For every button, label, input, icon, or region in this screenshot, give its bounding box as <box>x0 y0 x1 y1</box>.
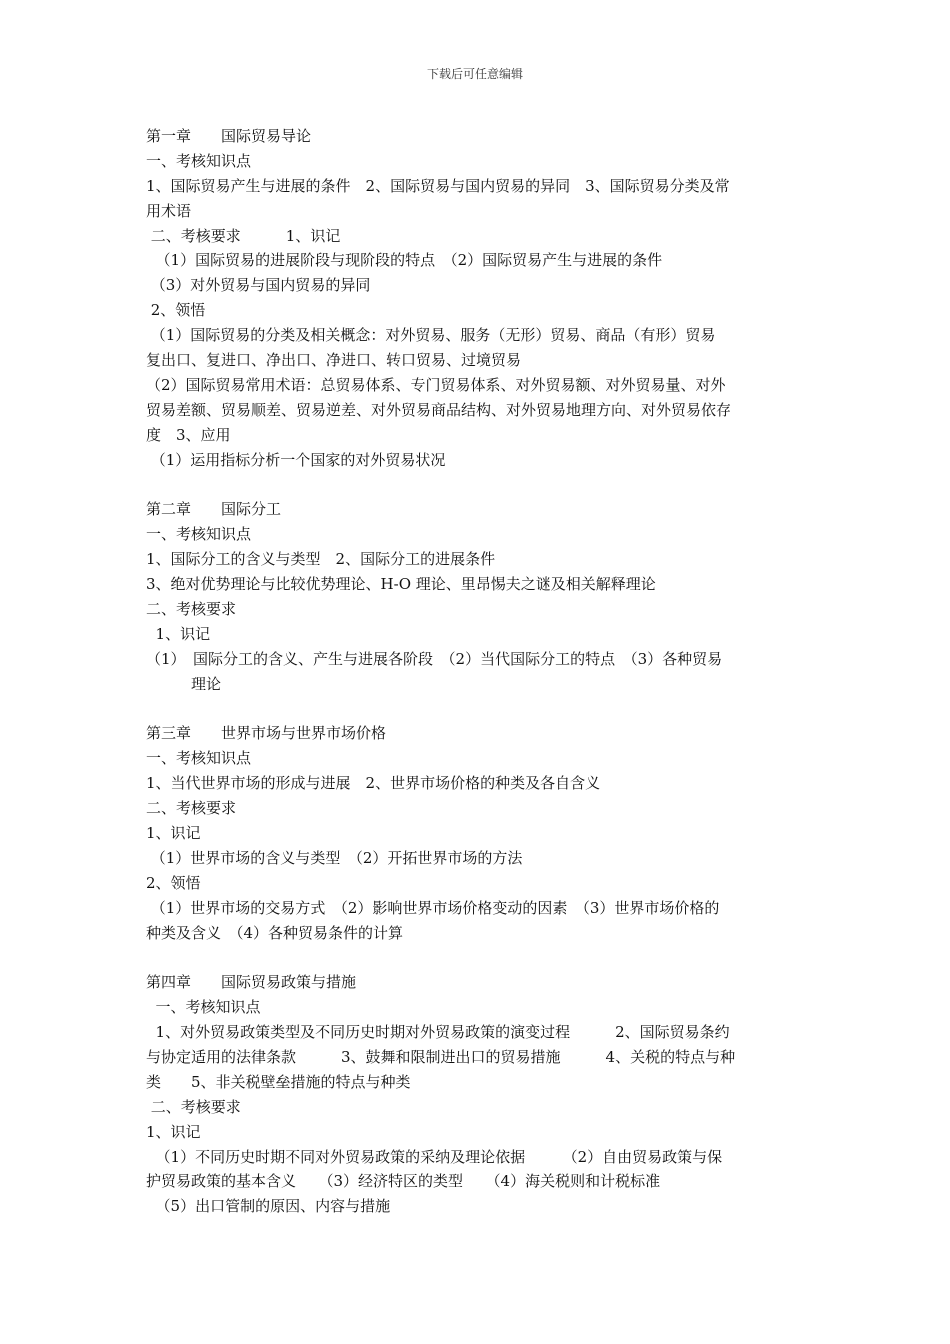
text-line: 护贸易政策的基本含义 （3）经济特区的类型 （4）海关税则和计税标准 <box>146 1172 661 1191</box>
text-line: 二、考核要求 1、识记 <box>146 226 341 245</box>
text-line: （1）不同历史时期不同对外贸易政策的采纳及理论依据 （2）自由贸易政策与保 <box>146 1147 723 1166</box>
blank-line <box>146 945 810 970</box>
text-line: 1、对外贸易政策类型及不同历史时期对外贸易政策的演变过程 2、国际贸易条约 <box>146 1023 730 1042</box>
text-line: 一、考核知识点 <box>146 151 252 170</box>
text-line: 复出口、复进口、净出口、净进口、转口贸易、过境贸易 <box>146 351 522 370</box>
text-line: 二、考核要求 <box>146 599 237 618</box>
page-header: 下载后可任意编辑 <box>426 67 523 81</box>
text-line: 与协定适用的法律条款 3、鼓舞和限制进出口的贸易措施 4、关税的特点与种 <box>146 1047 736 1066</box>
text-line: 度 3、应用 <box>146 425 231 444</box>
text-line: 1、识记 <box>146 624 211 643</box>
chapter-heading: 第三章 世界市场与世界市场价格 <box>146 724 387 743</box>
text-line: （1）运用指标分析一个国家的对外贸易状况 <box>146 450 446 469</box>
text-line: 二、考核要求 <box>146 799 237 818</box>
text-line: 用术语 <box>146 201 192 220</box>
text-line: 二、考核要求 <box>146 1097 241 1116</box>
text-line: 2、领悟 <box>146 301 206 320</box>
text-line: 类 5、非关税壁垒措施的特点与种类 <box>146 1072 411 1091</box>
chapter-heading: 第二章 国际分工 <box>146 500 282 519</box>
text-line: 1、识记 <box>146 1122 201 1141</box>
text-line: （1）世界市场的交易方式 （2）影响世界市场价格变动的因素 （3）世界市场价格的 <box>146 898 720 917</box>
text-line: 一、考核知识点 <box>146 998 261 1017</box>
text-line: （1）世界市场的含义与类型 （2）开拓世界市场的方法 <box>146 848 523 867</box>
text-line: （1） 国际分工的含义、产生与进展各阶段 （2）当代国际分工的特点 （3）各种贸易 <box>146 649 723 668</box>
blank-line <box>146 696 810 721</box>
text-line: 1、国际贸易产生与进展的条件 2、国际贸易与国内贸易的异同 3、国际贸易分类及常 <box>146 176 730 195</box>
text-line: 贸易差额、贸易顺差、贸易逆差、对外贸易商品结构、对外贸易地理方向、对外贸易依存 <box>146 400 732 419</box>
text-line: 1、国际分工的含义与类型 2、国际分工的进展条件 <box>146 550 496 569</box>
text-line: 一、考核知识点 <box>146 525 252 544</box>
text-line: 1、当代世界市场的形成与进展 2、世界市场价格的种类及各自含义 <box>146 774 601 793</box>
text-line: （3）对外贸易与国内贸易的异同 <box>146 276 371 295</box>
document-body <box>146 124 810 1219</box>
text-line: 1、识记 <box>146 823 201 842</box>
text-line: 2、领悟 <box>146 873 201 892</box>
chapter-heading: 第一章 国际贸易导论 <box>146 127 312 145</box>
text-line: （2）国际贸易常用术语：总贸易体系、专门贸易体系、对外贸易额、对外贸易量、对外 <box>146 375 726 394</box>
text-line: 3、绝对优势理论与比较优势理论、H-O 理论、里昂惕夫之谜及相关解释理论 <box>146 575 656 594</box>
text-line: 理论 <box>146 674 222 693</box>
blank-line <box>146 472 810 497</box>
text-line: （1）国际贸易的进展阶段与现阶段的特点 （2）国际贸易产生与进展的条件 <box>146 251 663 270</box>
chapter-heading: 第四章 国际贸易政策与措施 <box>146 973 357 992</box>
text-line: （5）出口管制的原因、内容与措施 <box>146 1197 391 1216</box>
text-line: 一、考核知识点 <box>146 749 252 768</box>
text-line: （1）国际贸易的分类及相关概念：对外贸易、服务（无形）贸易、商品（有形）贸易 <box>146 326 716 345</box>
text-line: 种类及含义 （4）各种贸易条件的计算 <box>146 923 404 942</box>
